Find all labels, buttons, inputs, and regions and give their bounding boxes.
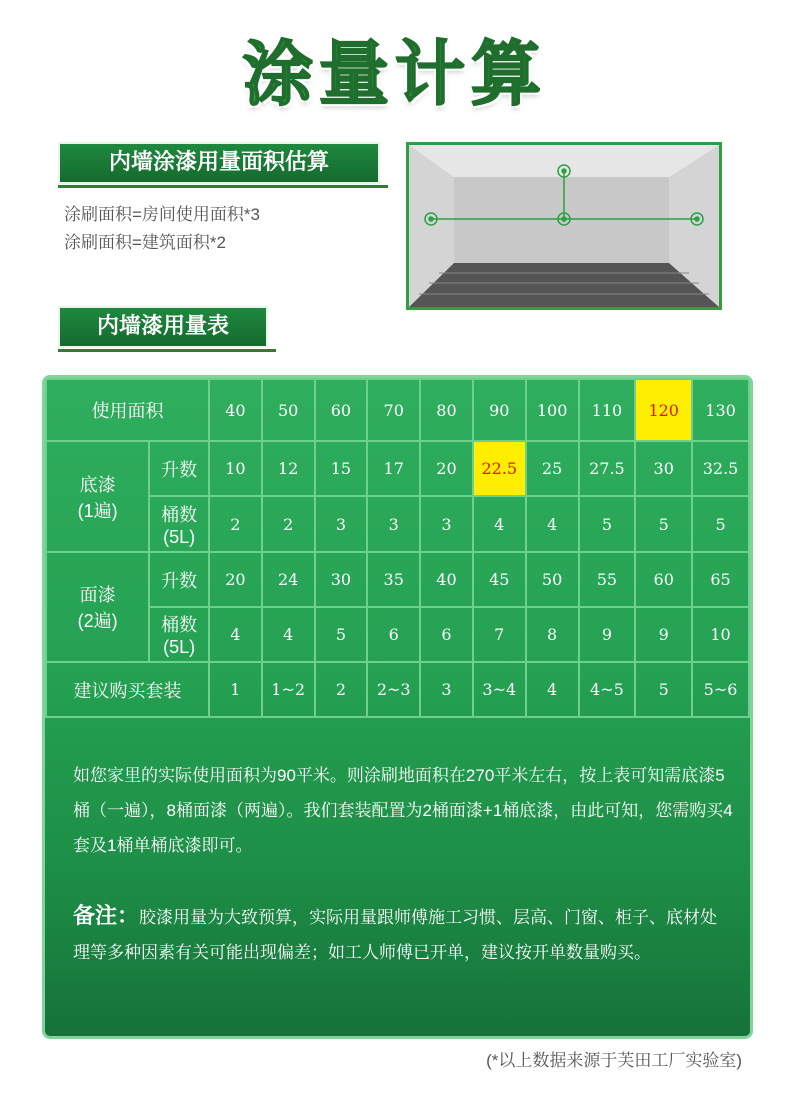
primer-liters-cell: 27.5 [579, 441, 636, 496]
area-cell: 70 [367, 379, 420, 441]
table-row-suggest [46, 662, 749, 717]
topcoat-liters-label: 升数 [149, 552, 209, 607]
area-label: 使用面积 [46, 379, 209, 441]
topcoat-buckets-cell: 5 [315, 607, 368, 662]
primer-label: 底漆 (1遍) [46, 441, 149, 552]
topcoat-liters-cell: 65 [692, 552, 749, 607]
area-cell: 100 [526, 379, 579, 441]
table-row-primer-liters [46, 441, 749, 496]
suggest-cell: 5~6 [692, 662, 749, 717]
topcoat-label: 面漆 (2遍) [46, 552, 149, 662]
primer-buckets-cell: 4 [473, 496, 526, 552]
primer-liters-cell: 15 [315, 441, 368, 496]
topcoat-buckets-cell: 6 [367, 607, 420, 662]
section-heading-table: 内墙漆用量表 [58, 306, 268, 348]
suggest-cell: 4~5 [579, 662, 636, 717]
topcoat-liters-cell: 30 [315, 552, 368, 607]
primer-buckets-cell: 5 [579, 496, 636, 552]
topcoat-buckets-cell: 10 [692, 607, 749, 662]
data-source-note: (*以上数据来源于芙田工厂实验室) [486, 1051, 742, 1070]
topcoat-liters-cell: 60 [635, 552, 692, 607]
area-cell: 60 [315, 379, 368, 441]
primer-buckets-cell: 3 [420, 496, 473, 552]
topcoat-liters-cell: 45 [473, 552, 526, 607]
primer-buckets-label: 桶数 (5L) [149, 496, 209, 552]
page-title: 涂量计算 [243, 33, 547, 115]
suggest-cell: 3 [420, 662, 473, 717]
suggest-cell: 1~2 [262, 662, 315, 717]
primer-buckets-cell: 5 [635, 496, 692, 552]
topcoat-buckets-cell: 6 [420, 607, 473, 662]
topcoat-buckets-cell: 7 [473, 607, 526, 662]
primer-buckets-cell: 2 [209, 496, 262, 552]
primer-liters-label: 升数 [149, 441, 209, 496]
primer-buckets-cell: 4 [526, 496, 579, 552]
area-cell-highlighted: 120 [635, 379, 692, 441]
suggest-cell: 1 [209, 662, 262, 717]
table-row-topcoat-liters [46, 552, 749, 607]
primer-liters-cell: 17 [367, 441, 420, 496]
suggest-cell: 2 [315, 662, 368, 717]
table-row-topcoat-buckets [46, 607, 749, 662]
formula-room-area: 涂刷面积=房间使用面积*3 [64, 205, 260, 224]
primer-buckets-cell: 3 [367, 496, 420, 552]
primer-liters-cell: 25 [526, 441, 579, 496]
primer-liters-cell: 30 [635, 441, 692, 496]
suggest-cell: 2~3 [367, 662, 420, 717]
topcoat-buckets-label: 桶数 (5L) [149, 607, 209, 662]
area-cell: 80 [420, 379, 473, 441]
topcoat-buckets-cell: 9 [579, 607, 636, 662]
remark-note [73, 898, 733, 970]
topcoat-liters-cell: 50 [526, 552, 579, 607]
suggest-cell: 3~4 [473, 662, 526, 717]
topcoat-buckets-cell: 9 [635, 607, 692, 662]
primer-liters-cell: 20 [420, 441, 473, 496]
suggest-label: 建议购买套装 [46, 662, 209, 717]
topcoat-liters-cell: 40 [420, 552, 473, 607]
primer-buckets-cell: 3 [315, 496, 368, 552]
topcoat-liters-cell: 24 [262, 552, 315, 607]
primer-liters-cell: 12 [262, 441, 315, 496]
room-diagram [406, 142, 722, 310]
primer-buckets-cell: 5 [692, 496, 749, 552]
primer-buckets-cell: 2 [262, 496, 315, 552]
primer-liters-cell: 10 [209, 441, 262, 496]
suggest-cell: 4 [526, 662, 579, 717]
suggest-cell: 5 [635, 662, 692, 717]
area-cell: 50 [262, 379, 315, 441]
usage-table-panel [42, 375, 753, 1039]
topcoat-liters-cell: 35 [367, 552, 420, 607]
remark-text: 胶漆用量为大致预算，实际用量跟师傅施工习惯、层高、门窗、柜子、底材处理等多种因素有关可能出现偏差；如工人师傅已开单，建议按开单数量购买。 [73, 908, 718, 962]
example-note: 如您家里的实际使用面积为90平米。则涂刷地面积在270平米左右，按上表可知需底漆5桶（一遍），8桶面漆（两遍）。我们套装配置为2桶面漆+1桶底漆，由此可知，您需购买4套及1桶单桶底漆即可。 [73, 766, 733, 855]
primer-liters-cell-highlighted: 22.5 [473, 441, 526, 496]
area-cell: 130 [692, 379, 749, 441]
table-row-primer-buckets [46, 496, 749, 552]
area-cell: 110 [579, 379, 636, 441]
topcoat-buckets-cell: 4 [262, 607, 315, 662]
table-row-area [46, 379, 749, 441]
topcoat-liters-cell: 20 [209, 552, 262, 607]
primer-liters-cell: 32.5 [692, 441, 749, 496]
section-heading-estimate: 内墙涂漆用量面积估算 [58, 142, 380, 184]
area-cell: 40 [209, 379, 262, 441]
topcoat-buckets-cell: 4 [209, 607, 262, 662]
formula-building-area: 涂刷面积=建筑面积*2 [64, 233, 226, 252]
topcoat-buckets-cell: 8 [526, 607, 579, 662]
remark-label: 备注： [73, 903, 140, 928]
area-cell: 90 [473, 379, 526, 441]
topcoat-liters-cell: 55 [579, 552, 636, 607]
usage-table [45, 378, 750, 718]
